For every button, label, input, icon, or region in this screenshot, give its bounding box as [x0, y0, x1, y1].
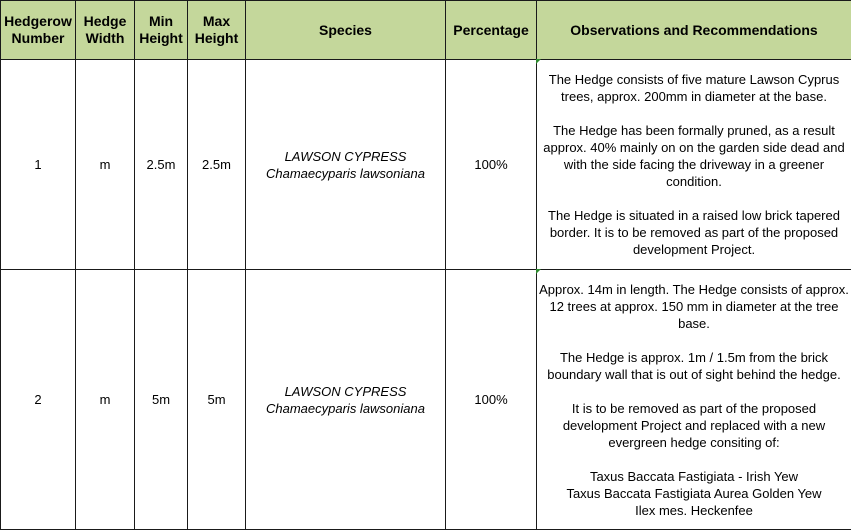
- cell-max-height: 5m: [188, 270, 246, 530]
- observation-paragraph: It is to be removed as part of the proposed development Project and replaced with a new evergreen hedge consiting of:: [562, 400, 826, 450]
- species-common-name: LAWSON CYPRESS: [284, 148, 407, 164]
- header-hedge-width: [76, 1, 135, 60]
- cell-max-height: 2.5m: [188, 60, 246, 270]
- plant-list: [537, 468, 851, 519]
- header-observations: Observations and Recommendations: [537, 1, 851, 60]
- cell-min-height: 5m: [135, 270, 188, 530]
- observation-paragraph: The Hedge consists of five mature Lawson Cyprus trees, approx. 200mm in diameter at the base.: [548, 72, 840, 104]
- header-row: [1, 1, 851, 60]
- species-latin-name: Chamaecyparis lawsoniana: [266, 400, 425, 416]
- cell-hedge-width: m: [76, 270, 135, 530]
- cell-observations: [537, 270, 851, 530]
- header-hedgerow-number-line1: Hedgerow: [4, 13, 72, 29]
- header-hedgerow-number-line2: Number: [11, 30, 65, 46]
- plant-list-item: Taxus Baccata Fastigiata Aurea Golden Yew: [566, 485, 822, 501]
- cell-comment-marker: [536, 59, 541, 64]
- cell-hedgerow-number: 2: [1, 270, 76, 530]
- observation-paragraph: The Hedge has been formally pruned, as a result approx. 40% mainly on on the garden side dead and with the side facing the driveway in a greener condition.: [543, 123, 845, 189]
- table-row: [1, 60, 851, 270]
- plant-list-item: Ilex mes. Heckenfee: [635, 502, 753, 518]
- cell-observations: [537, 60, 851, 270]
- cell-percentage: 100%: [446, 270, 537, 530]
- header-min-height-line2: Height: [139, 30, 183, 46]
- observation-paragraph: The Hedge is situated in a raised low brick tapered border. It is to be removed as part of the proposed development Project.: [548, 208, 840, 257]
- observation-paragraph: Approx. 14m in length. The Hedge consists of approx. 12 trees at approx. 150 mm in diameter at the tree base.: [539, 281, 849, 331]
- header-percentage: Percentage: [446, 1, 537, 60]
- species-common-name: LAWSON CYPRESS: [284, 383, 407, 399]
- header-max-height: [188, 1, 246, 60]
- header-hedgerow-number: [1, 1, 76, 60]
- header-min-height: [135, 1, 188, 60]
- header-hedge-width-line1: Hedge: [83, 13, 127, 29]
- species-latin-name: Chamaecyparis lawsoniana: [266, 165, 425, 181]
- cell-species: [246, 60, 446, 270]
- header-hedge-width-line2: Width: [85, 30, 125, 46]
- cell-species: [246, 270, 446, 530]
- header-min-height-line1: Min: [148, 13, 174, 29]
- observation-paragraph: The Hedge is approx. 1m / 1.5m from the brick boundary wall that is out of sight behind the hedge.: [547, 349, 841, 382]
- header-max-height-line2: Height: [194, 30, 239, 46]
- cell-percentage: 100%: [446, 60, 537, 270]
- table-row: [1, 270, 851, 530]
- cell-hedgerow-number: 1: [1, 60, 76, 270]
- cell-hedge-width: m: [76, 60, 135, 270]
- plant-list-item: Taxus Baccata Fastigiata - Irish Yew: [589, 468, 799, 484]
- header-max-height-line1: Max: [202, 13, 231, 29]
- cell-min-height: 2.5m: [135, 60, 188, 270]
- header-species: Species: [246, 1, 446, 60]
- cell-comment-marker: [536, 269, 541, 274]
